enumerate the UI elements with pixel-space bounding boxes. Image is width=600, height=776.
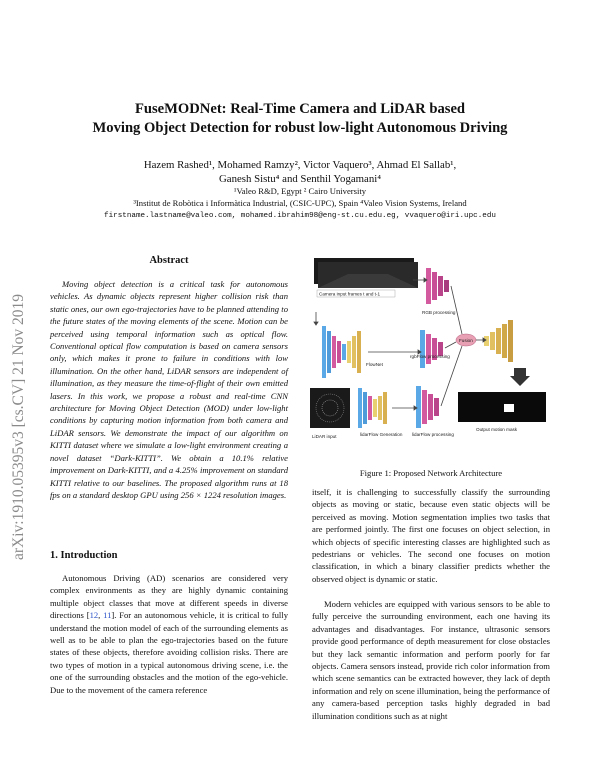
network-architecture-figure (308, 256, 552, 468)
lidarflow-encoder (416, 386, 439, 428)
label-flownet: FlowNet (366, 362, 383, 367)
arxiv-id: arXiv:1910.05395v3 [cs.CV] 21 Nov 2019 (10, 293, 27, 560)
authors-line-2: Ganesh Sistu⁴ and Senthil Yogamani⁴ (219, 173, 381, 185)
affiliations-line-1: ¹Valeo R&D, Egypt ² Cairo University (233, 186, 367, 196)
abstract-heading: Abstract (149, 255, 189, 266)
introduction-heading: 1. Introduction (50, 550, 118, 561)
label-fusion: Fusion (459, 338, 473, 343)
affiliations-line-2: ³Institut de Robòtica i Informàtica Industrial, (CSIC-UPC), Spain ⁴Valeo Vision Systems, Ireland (133, 198, 467, 208)
label-output-motion-mask: Output motion mask (476, 427, 518, 432)
label-camera-input: Camera input frames t and t-1 (319, 291, 381, 297)
citation-11[interactable]: 11 (103, 610, 112, 621)
paper-title-line-1: FuseMODNet: Real-Time Camera and LiDAR based (134, 101, 466, 117)
figure-caption: Figure 1: Proposed Network Architecture (359, 468, 503, 478)
citation-separator: , (98, 610, 104, 621)
rgbflow-encoder (420, 330, 443, 368)
paper-title-line-2: Moving Object Detection for robust low-light Autonomous Driving (92, 120, 508, 136)
label-lidarflow-generation: lidarFlow Generation (360, 432, 403, 437)
rgb-encoder (426, 268, 449, 304)
label-rgb-processing: RGB processing (422, 310, 456, 315)
lidar-input-image (310, 388, 350, 428)
arxiv-stamp (8, 200, 28, 560)
label-lidarflow-processing: lidarFlow processing (412, 432, 454, 437)
introduction-paragraph (50, 572, 288, 696)
lidarflow-generation-block (358, 388, 387, 428)
intro-text-part-2: ]. For an autonomous vehicle, it is critical to fully understand the motion model of each of the surrounding elements as well as to be able to plan the ego-trajectories based on the future states of these objects, therefore avoiding collision risks. There are two types of motion in a typical autonomous driving scene, i.e. the one of the surrounding obstacles and the motion of the ego-vehicle. Due to the movement of the camera reference (50, 610, 288, 695)
decoder-block (484, 320, 513, 362)
camera-input-images (314, 258, 418, 288)
output-motion-mask (458, 392, 546, 422)
authors-line-1: Hazem Rashed¹, Mohamed Ramzy², Victor Vaquero³, Ahmad El Sallab¹, (143, 159, 457, 171)
flownet-block (322, 326, 361, 378)
abstract-text: Moving object detection is a critical task for autonomous vehicles. As dynamic objects represent higher collision risk than static ones, our own ego-trajectories have to be planned attending to the future states of the moving elements of the scene. Motion can be perceived using temporal information such as optical flow. Conventional optical flow computation is based on camera sensors only, which makes it prone to failure in conditions with low illumination. On the other hand, LiDAR sensors are independent of illumination, as they measure the time-of-flight of their own emitted lasers. In this work, we propose a robust and real-time CNN architecture for Moving Object Detection (MOD) under low-light conditions by capturing motion information from both camera and LiDAR sensors. We demonstrate the impact of our algorithm on KITTI dataset where we simulate a low-light environment creating a novel dataset “Dark-KITTI”. We obtain a 10.1% relative improvement on Dark-KITTI, and a 4.25% improvement on standard KITTI relative to our baselines. The proposed algorithm runs at 18 fps on a standard desktop GPU using 256 × 1224 resolution images. (50, 279, 288, 500)
right-column-paragraph-2: Modern vehicles are equipped with various sensors to be able to fully perceive the surrounding environment, each one having its advantages and disadvantages. For instance, ultrasonic sensors provide good performance of depth measurement for close obstacles but they lack semantic information and perform poorly for far objects. Camera sensors instead, provide rich color information from which scene semantics can be extracted however, they lack of depth information and rely on scene illumination, being the performance of any camera-based perception tasks highly degraded in bad illumination conditions such as at night (312, 599, 550, 721)
right-column-paragraph-1: itself, it is challenging to successfully classify the surrounding objects as moving or static, because even static objects will be perceived as moving. Motion segmentation implies two tasks that are performed jointly. The first one focuses on object selection, in which objects of specific interesting classes are highlighted such as pedestrians or vehicles. The second one focuses on motion classification, in which a binary classifier predicts whether the observed object is dynamic or static. (312, 487, 550, 584)
label-rgbflow-processing: rgbFlow processing (410, 354, 450, 359)
author-emails: firstname.lastname@valeo.com, mohamed.ibrahim98@eng-st.cu.edu.eg, vvaquero@iri.upc.edu (104, 212, 496, 220)
down-arrow-icon (510, 368, 530, 386)
intro-text-part-1: Autonomous Driving (AD) scenarios are considered very complex environments as they are highly dynamic containing multiple object classes that move at different speeds in diverse directions [ (50, 573, 288, 621)
label-lidar-input: LiDAR input (312, 434, 337, 439)
citation-12[interactable]: 12 (89, 610, 99, 621)
